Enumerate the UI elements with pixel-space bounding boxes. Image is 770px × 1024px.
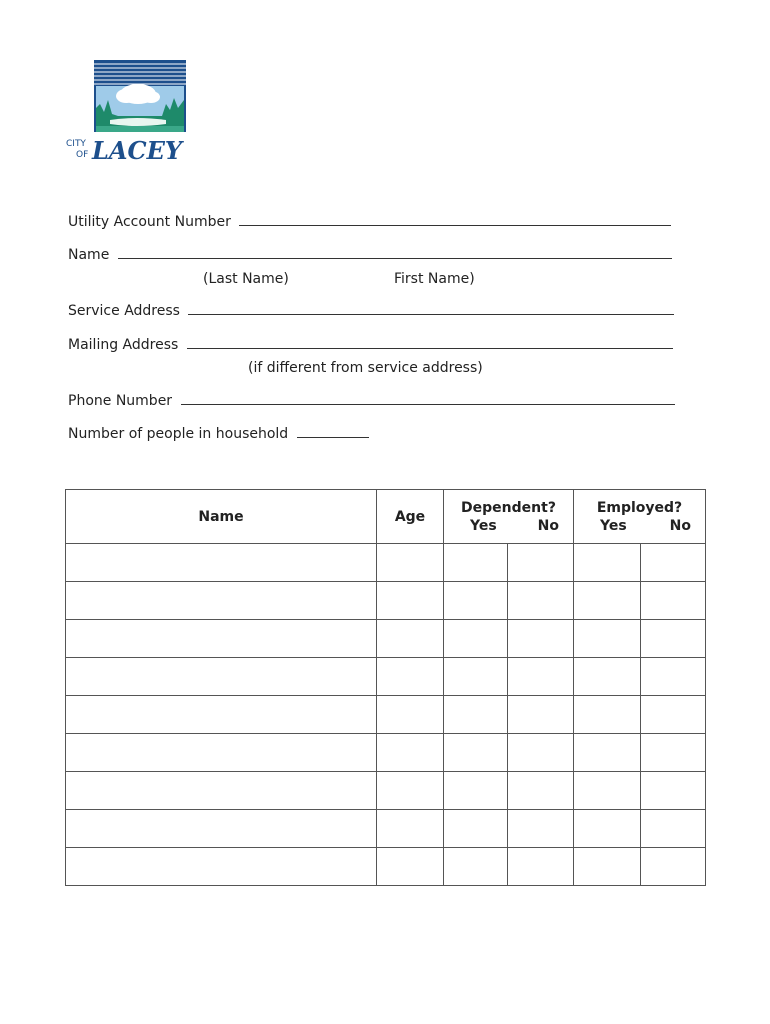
employed-yes-cell[interactable] [574, 582, 641, 620]
employed-no-label: No [669, 517, 691, 534]
age-cell[interactable] [377, 544, 444, 582]
name-line [68, 246, 672, 264]
name-cell[interactable] [66, 734, 377, 772]
city-of-lacey-logo [66, 60, 188, 162]
employed-yes-cell[interactable] [574, 696, 641, 734]
table-row [66, 582, 706, 620]
utility-account-line [68, 213, 671, 231]
employed-no-cell[interactable] [641, 772, 706, 810]
name-cell[interactable] [66, 582, 377, 620]
employed-column-header [574, 490, 706, 544]
household-field[interactable] [297, 425, 369, 438]
name-cell[interactable] [66, 620, 377, 658]
dependent-no-label: No [537, 517, 559, 534]
dependent-yes-cell[interactable] [444, 696, 508, 734]
logo-city-text: CITY [66, 139, 86, 149]
last-name-hint: (Last Name) [203, 271, 289, 287]
employed-yes-label: Yes [600, 517, 627, 534]
table-row [66, 658, 706, 696]
employed-no-cell[interactable] [641, 582, 706, 620]
name-cell[interactable] [66, 696, 377, 734]
employed-no-cell[interactable] [641, 734, 706, 772]
table-row [66, 696, 706, 734]
dependent-yes-cell[interactable] [444, 848, 508, 886]
phone-line [68, 392, 675, 410]
service-address-label: Service Address [68, 303, 180, 319]
employed-no-cell[interactable] [641, 658, 706, 696]
mailing-address-label: Mailing Address [68, 337, 179, 353]
table-row [66, 544, 706, 582]
name-cell[interactable] [66, 658, 377, 696]
mailing-address-line [68, 336, 673, 354]
employed-header-label: Employed? [596, 499, 683, 516]
employed-yes-cell[interactable] [574, 544, 641, 582]
dependent-yes-cell[interactable] [444, 658, 508, 696]
logo-of-text: OF [76, 150, 89, 160]
employed-no-cell[interactable] [641, 696, 706, 734]
table-body [66, 544, 706, 886]
name-label: Name [68, 247, 110, 263]
age-column-header: Age [377, 490, 444, 544]
household-line [68, 425, 369, 443]
dependent-no-cell[interactable] [508, 544, 574, 582]
dependent-yes-cell[interactable] [444, 620, 508, 658]
dependent-no-cell[interactable] [508, 734, 574, 772]
employed-no-cell[interactable] [641, 810, 706, 848]
name-cell[interactable] [66, 810, 377, 848]
employed-yes-cell[interactable] [574, 620, 641, 658]
utility-account-label: Utility Account Number [68, 214, 231, 230]
employed-no-cell[interactable] [641, 848, 706, 886]
dependent-no-cell[interactable] [508, 620, 574, 658]
service-address-field[interactable] [188, 302, 674, 315]
household-members-table [65, 489, 706, 886]
name-cell[interactable] [66, 544, 377, 582]
dependent-no-cell[interactable] [508, 848, 574, 886]
name-field[interactable] [118, 246, 672, 259]
table-header-row [66, 490, 706, 544]
dependent-no-cell[interactable] [508, 658, 574, 696]
first-name-hint: First Name) [394, 271, 475, 287]
dependent-no-cell[interactable] [508, 582, 574, 620]
dependent-yes-cell[interactable] [444, 772, 508, 810]
logo-wordmark: LACEY [92, 136, 183, 162]
household-label: Number of people in household [68, 426, 289, 442]
age-cell[interactable] [377, 734, 444, 772]
employed-yes-cell[interactable] [574, 848, 641, 886]
age-cell[interactable] [377, 848, 444, 886]
table-row [66, 620, 706, 658]
table-row [66, 848, 706, 886]
dependent-no-cell[interactable] [508, 696, 574, 734]
dependent-yes-cell[interactable] [444, 810, 508, 848]
dependent-no-cell[interactable] [508, 810, 574, 848]
phone-field[interactable] [181, 392, 675, 405]
dependent-yes-label: Yes [470, 517, 497, 534]
age-cell[interactable] [377, 620, 444, 658]
dependent-header-label: Dependent? [461, 499, 556, 516]
mailing-hint: (if different from service address) [248, 360, 483, 376]
name-cell[interactable] [66, 848, 377, 886]
dependent-yes-cell[interactable] [444, 582, 508, 620]
table-row [66, 734, 706, 772]
phone-label: Phone Number [68, 393, 173, 409]
table-row [66, 810, 706, 848]
employed-no-cell[interactable] [641, 544, 706, 582]
table-row [66, 772, 706, 810]
employed-no-cell[interactable] [641, 620, 706, 658]
name-column-header: Name [66, 490, 377, 544]
dependent-yes-cell[interactable] [444, 734, 508, 772]
mailing-address-field[interactable] [187, 336, 673, 349]
dependent-column-header [444, 490, 574, 544]
employed-yes-cell[interactable] [574, 810, 641, 848]
employed-yes-cell[interactable] [574, 658, 641, 696]
name-cell[interactable] [66, 772, 377, 810]
dependent-no-cell[interactable] [508, 772, 574, 810]
age-cell[interactable] [377, 772, 444, 810]
age-cell[interactable] [377, 696, 444, 734]
employed-yes-cell[interactable] [574, 734, 641, 772]
service-address-line [68, 302, 674, 320]
age-cell[interactable] [377, 810, 444, 848]
utility-account-field[interactable] [239, 213, 671, 226]
dependent-yes-cell[interactable] [444, 544, 508, 582]
employed-yes-cell[interactable] [574, 772, 641, 810]
age-cell[interactable] [377, 658, 444, 696]
age-cell[interactable] [377, 582, 444, 620]
